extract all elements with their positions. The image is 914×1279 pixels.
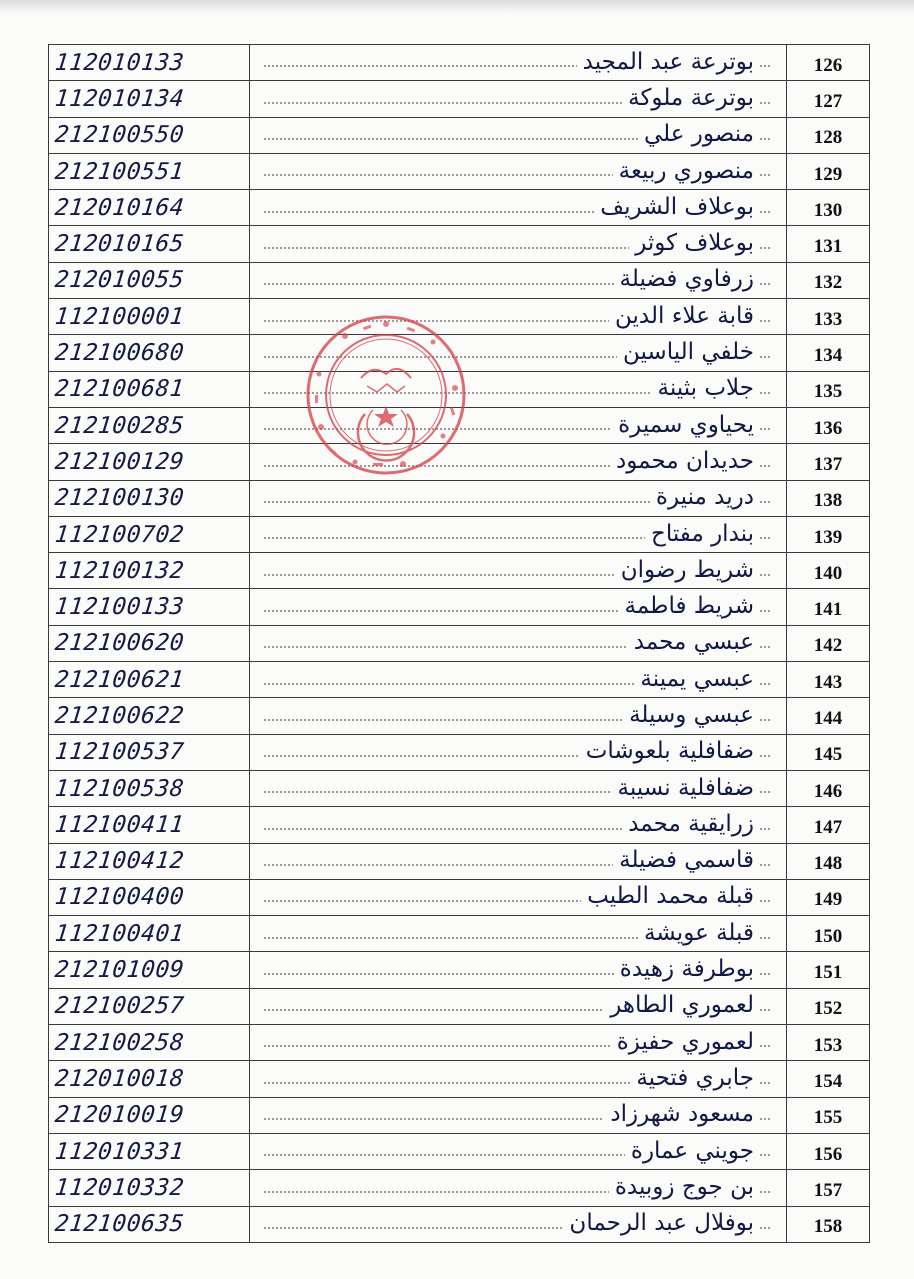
person-name: ضفافلية بلعوشات bbox=[580, 740, 760, 763]
code-cell bbox=[49, 988, 250, 1024]
name-cell bbox=[250, 1097, 787, 1133]
number-cell bbox=[787, 1170, 870, 1206]
name-cell bbox=[250, 190, 787, 226]
row-number: 135 bbox=[813, 381, 843, 403]
row-number: 155 bbox=[813, 1107, 843, 1129]
table-row bbox=[49, 1206, 870, 1242]
row-number: 133 bbox=[813, 308, 843, 330]
number-cell bbox=[787, 45, 870, 81]
table-row bbox=[49, 662, 870, 698]
number-cell bbox=[787, 879, 870, 915]
table-row bbox=[49, 553, 870, 589]
person-name: قبلة محمد الطيب bbox=[581, 886, 760, 909]
number-cell bbox=[787, 407, 870, 443]
code-cell bbox=[49, 371, 250, 407]
code-cell bbox=[49, 516, 250, 552]
registration-code: 112100411 bbox=[53, 811, 186, 838]
row-number: 142 bbox=[813, 635, 843, 657]
row-number: 153 bbox=[813, 1034, 843, 1056]
table-row bbox=[49, 226, 870, 262]
table-row bbox=[49, 1170, 870, 1206]
code-cell bbox=[49, 299, 250, 335]
row-number: 154 bbox=[813, 1070, 843, 1092]
number-cell bbox=[787, 1025, 870, 1061]
registration-code: 112010331 bbox=[53, 1138, 186, 1165]
code-cell bbox=[49, 480, 250, 516]
person-name: ضفافلية نسيبة bbox=[612, 777, 761, 800]
name-cell bbox=[250, 770, 787, 806]
number-cell bbox=[787, 226, 870, 262]
row-number: 126 bbox=[813, 54, 843, 76]
table-row bbox=[49, 81, 870, 117]
code-cell bbox=[49, 45, 250, 81]
table-row bbox=[49, 625, 870, 661]
registration-code: 112100537 bbox=[53, 739, 186, 766]
number-cell bbox=[787, 589, 870, 625]
person-name: لعموري حفيزة bbox=[611, 1031, 760, 1054]
registration-code: 212100680 bbox=[53, 340, 186, 367]
name-cell bbox=[250, 226, 787, 262]
name-cell bbox=[250, 480, 787, 516]
person-name: منصوري ربيعة bbox=[613, 160, 760, 183]
person-name: شريط فاطمة bbox=[619, 595, 760, 618]
name-cell bbox=[250, 589, 787, 625]
table-row bbox=[49, 516, 870, 552]
row-number: 151 bbox=[813, 962, 843, 984]
code-cell bbox=[49, 1025, 250, 1061]
code-cell bbox=[49, 807, 250, 843]
number-cell bbox=[787, 117, 870, 153]
number-cell bbox=[787, 662, 870, 698]
person-name: جويني عمارة bbox=[625, 1140, 760, 1163]
table-row bbox=[49, 770, 870, 806]
table-row bbox=[49, 45, 870, 81]
number-cell bbox=[787, 916, 870, 952]
row-number: 157 bbox=[813, 1179, 843, 1201]
person-name: بن جوج زوبيدة bbox=[609, 1176, 760, 1199]
code-cell bbox=[49, 662, 250, 698]
number-cell bbox=[787, 553, 870, 589]
code-cell bbox=[49, 262, 250, 298]
person-name: بوعلاف كوثر bbox=[629, 232, 760, 255]
registration-code: 212010019 bbox=[53, 1102, 186, 1129]
person-name: زرايقية محمد bbox=[622, 813, 760, 836]
registration-code: 112100401 bbox=[53, 920, 186, 947]
code-cell bbox=[49, 734, 250, 770]
registration-code: 212100681 bbox=[53, 376, 186, 403]
person-name: منصور علي bbox=[638, 123, 760, 146]
person-name: بوترعة ملوكة bbox=[622, 87, 760, 110]
registration-code: 212100551 bbox=[53, 158, 186, 185]
registration-code: 212010164 bbox=[53, 194, 186, 221]
number-cell bbox=[787, 299, 870, 335]
code-cell bbox=[49, 843, 250, 879]
person-name: بوترعة عبد المجيد bbox=[577, 51, 760, 74]
person-name: عبسي محمد bbox=[628, 631, 760, 654]
table-row bbox=[49, 988, 870, 1024]
scan-top-shadow bbox=[0, 0, 914, 14]
name-cell bbox=[250, 807, 787, 843]
person-name: قبلة عويشة bbox=[638, 922, 760, 945]
name-cell bbox=[250, 153, 787, 189]
name-cell bbox=[250, 117, 787, 153]
registration-code: 112100001 bbox=[53, 303, 186, 330]
table-row bbox=[49, 117, 870, 153]
table-row bbox=[49, 153, 870, 189]
table-row bbox=[49, 262, 870, 298]
name-cell bbox=[250, 843, 787, 879]
person-name: يحياوي سميرة bbox=[612, 414, 760, 437]
registration-code: 212100550 bbox=[53, 122, 186, 149]
code-cell bbox=[49, 916, 250, 952]
number-cell bbox=[787, 190, 870, 226]
number-cell bbox=[787, 770, 870, 806]
person-name: دريد منيرة bbox=[650, 486, 760, 509]
code-cell bbox=[49, 335, 250, 371]
code-cell bbox=[49, 444, 250, 480]
name-cell bbox=[250, 1206, 787, 1242]
person-name: عبسي يمينة bbox=[634, 668, 760, 691]
name-cell bbox=[250, 1170, 787, 1206]
registration-code: 112010134 bbox=[53, 85, 186, 112]
number-cell bbox=[787, 153, 870, 189]
code-cell bbox=[49, 1061, 250, 1097]
number-cell bbox=[787, 734, 870, 770]
registration-code: 212100620 bbox=[53, 630, 186, 657]
registration-code: 212100621 bbox=[53, 666, 186, 693]
table-row bbox=[49, 1097, 870, 1133]
number-cell bbox=[787, 516, 870, 552]
table-row bbox=[49, 1061, 870, 1097]
registration-code: 112010133 bbox=[53, 49, 186, 76]
row-number: 128 bbox=[813, 127, 843, 149]
person-name: عبسي وسيلة bbox=[623, 704, 760, 727]
code-cell bbox=[49, 407, 250, 443]
row-number: 136 bbox=[813, 417, 843, 439]
row-number: 129 bbox=[813, 163, 843, 185]
registration-code: 112100133 bbox=[53, 594, 186, 621]
registration-code: 212100130 bbox=[53, 485, 186, 512]
code-cell bbox=[49, 553, 250, 589]
row-number: 139 bbox=[813, 526, 843, 548]
row-number: 132 bbox=[813, 272, 843, 294]
name-cell bbox=[250, 952, 787, 988]
code-cell bbox=[49, 879, 250, 915]
code-cell bbox=[49, 117, 250, 153]
person-name: شريط رضوان bbox=[615, 559, 760, 582]
name-cell bbox=[250, 988, 787, 1024]
person-name: جابري فتحية bbox=[630, 1067, 760, 1090]
number-cell bbox=[787, 807, 870, 843]
code-cell bbox=[49, 1206, 250, 1242]
code-cell bbox=[49, 1133, 250, 1169]
code-cell bbox=[49, 1097, 250, 1133]
row-number: 150 bbox=[813, 925, 843, 947]
row-number: 131 bbox=[813, 236, 843, 258]
row-number: 144 bbox=[813, 707, 843, 729]
code-cell bbox=[49, 1170, 250, 1206]
registration-code: 112100412 bbox=[53, 848, 186, 875]
row-number: 148 bbox=[813, 853, 843, 875]
registration-code: 212100285 bbox=[53, 412, 186, 439]
row-number: 152 bbox=[813, 998, 843, 1020]
name-cell bbox=[250, 45, 787, 81]
person-name: قابة علاء الدين bbox=[609, 305, 760, 328]
number-cell bbox=[787, 625, 870, 661]
registration-code: 212100258 bbox=[53, 1029, 186, 1056]
name-cell bbox=[250, 879, 787, 915]
row-number: 130 bbox=[813, 199, 843, 221]
table-row bbox=[49, 807, 870, 843]
number-cell bbox=[787, 335, 870, 371]
person-name: مسعود شهرزاد bbox=[604, 1103, 760, 1126]
table-row bbox=[49, 1133, 870, 1169]
registration-code: 112100702 bbox=[53, 521, 186, 548]
number-cell bbox=[787, 1061, 870, 1097]
name-cell bbox=[250, 1133, 787, 1169]
roster-table bbox=[48, 44, 870, 1243]
number-cell bbox=[787, 262, 870, 298]
name-cell bbox=[250, 698, 787, 734]
registration-code: 212100129 bbox=[53, 448, 186, 475]
name-cell bbox=[250, 1025, 787, 1061]
code-cell bbox=[49, 952, 250, 988]
number-cell bbox=[787, 371, 870, 407]
table-row bbox=[49, 1025, 870, 1061]
table-row bbox=[49, 843, 870, 879]
table-row bbox=[49, 698, 870, 734]
row-number: 158 bbox=[813, 1216, 843, 1238]
person-name: بوعلاف الشريف bbox=[594, 196, 760, 219]
person-name: لعموري الطاهر bbox=[604, 994, 760, 1017]
name-cell bbox=[250, 734, 787, 770]
row-number: 140 bbox=[813, 562, 843, 584]
code-cell bbox=[49, 153, 250, 189]
number-cell bbox=[787, 1097, 870, 1133]
table-row bbox=[49, 916, 870, 952]
number-cell bbox=[787, 480, 870, 516]
row-number: 146 bbox=[813, 780, 843, 802]
person-name: خلفي الياسين bbox=[617, 341, 760, 364]
registration-code: 212010165 bbox=[53, 231, 186, 258]
table-row bbox=[49, 952, 870, 988]
registration-code: 212100257 bbox=[53, 993, 186, 1020]
row-number: 147 bbox=[813, 816, 843, 838]
code-cell bbox=[49, 81, 250, 117]
code-cell bbox=[49, 625, 250, 661]
number-cell bbox=[787, 1133, 870, 1169]
row-number: 138 bbox=[813, 490, 843, 512]
person-name: بندار مفتاح bbox=[645, 523, 760, 546]
row-number: 141 bbox=[813, 599, 843, 621]
number-cell bbox=[787, 698, 870, 734]
name-cell bbox=[250, 625, 787, 661]
table-row bbox=[49, 190, 870, 226]
person-name: بوفلال عبد الرحمان bbox=[563, 1212, 760, 1235]
name-cell bbox=[250, 662, 787, 698]
person-name: زرفاوي فضيلة bbox=[614, 268, 760, 291]
registration-code: 112010332 bbox=[53, 1174, 186, 1201]
registration-code: 212010018 bbox=[53, 1065, 186, 1092]
table-row bbox=[49, 480, 870, 516]
code-cell bbox=[49, 589, 250, 625]
row-number: 145 bbox=[813, 744, 843, 766]
code-cell bbox=[49, 190, 250, 226]
registration-code: 212101009 bbox=[53, 957, 186, 984]
person-name: بوطرفة زهيدة bbox=[614, 958, 760, 981]
person-name: جلاب بثينة bbox=[652, 377, 760, 400]
row-number: 156 bbox=[813, 1143, 843, 1165]
code-cell bbox=[49, 770, 250, 806]
name-cell bbox=[250, 553, 787, 589]
person-name: حديدان محمود bbox=[610, 450, 760, 473]
number-cell bbox=[787, 1206, 870, 1242]
number-cell bbox=[787, 444, 870, 480]
name-cell bbox=[250, 262, 787, 298]
code-cell bbox=[49, 226, 250, 262]
code-cell bbox=[49, 698, 250, 734]
name-cell bbox=[250, 81, 787, 117]
number-cell bbox=[787, 843, 870, 879]
registration-code: 112100132 bbox=[53, 557, 186, 584]
registration-code: 112100400 bbox=[53, 884, 186, 911]
number-cell bbox=[787, 952, 870, 988]
roster-body bbox=[49, 45, 870, 1243]
table-row bbox=[49, 879, 870, 915]
official-seal-stamp bbox=[303, 312, 469, 478]
row-number: 127 bbox=[813, 90, 843, 112]
registration-code: 212100635 bbox=[53, 1211, 186, 1238]
name-cell bbox=[250, 516, 787, 552]
row-number: 134 bbox=[813, 345, 843, 367]
registration-code: 212010055 bbox=[53, 267, 186, 294]
table-row bbox=[49, 734, 870, 770]
number-cell bbox=[787, 988, 870, 1024]
name-cell bbox=[250, 916, 787, 952]
name-cell bbox=[250, 1061, 787, 1097]
row-number: 137 bbox=[813, 453, 843, 475]
number-cell bbox=[787, 81, 870, 117]
person-name: قاسمي فضيلة bbox=[613, 849, 760, 872]
registration-code: 212100622 bbox=[53, 702, 186, 729]
table-row bbox=[49, 589, 870, 625]
row-number: 149 bbox=[813, 889, 843, 911]
registration-code: 112100538 bbox=[53, 775, 186, 802]
row-number: 143 bbox=[813, 671, 843, 693]
